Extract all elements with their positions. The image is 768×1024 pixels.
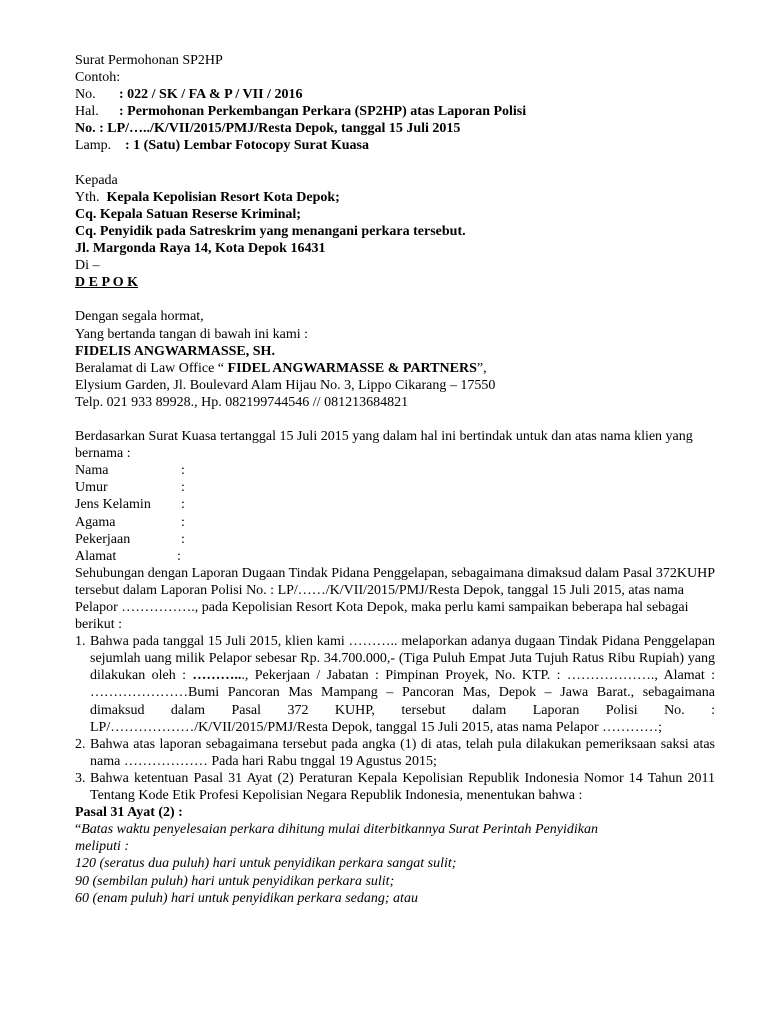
client-field-label: Pekerjaan: [75, 531, 131, 547]
reference-paragraph: Sehubungan dengan Laporan Dugaan Tindak Pidana Penggelapan, sebagaimana dimaksud dalam Pasal 372KUHP tersebut dalam Laporan Polisi No. : LP/……/K/VII/2015/PMJ/Resta Depok, tanggal 15 Juli 2015, atas nama Pelapor ……………., pada Kepolisian Resort Kota Depok, maka perlu kami sampaikan beberapa hal sebagai berikut :: [75, 565, 715, 633]
client-fields: [75, 462, 715, 565]
list-item-number: 3.: [75, 770, 86, 786]
list-item-text: Bahwa atas laporan sebagaimana tersebut pada angka (1) di atas, telah pula dilakukan pemeriksaan saksi atas nama ……………… Pada hari Rabu tnggal 19 Agustus 2015;: [90, 736, 715, 769]
letter-document: [75, 52, 715, 907]
subject-line-2: No. : LP/…../K/VII/2015/PMJ/Resta Depok, tanggal 15 Juli 2015: [75, 121, 461, 137]
pasal-item: 60 (enam puluh) hari untuk penyidikan perkara sedang; atau: [75, 890, 418, 906]
office-prefix: Beralamat di Law Office “: [75, 360, 228, 376]
client-field-row: [75, 479, 715, 496]
office-line: [75, 360, 715, 377]
list-item-bold: ………..: [192, 668, 242, 684]
list-item-text: Bahwa ketentuan Pasal 31 Ayat (2) Peraturan Kepala Kepolisian Republik Indonesia Nomor 14 Tahun 2011 Tentang Kode Etik Profesi Kepolisian Negara Republik Indonesia, menentukan bahwa :: [90, 770, 715, 804]
greeting: Dengan segala hormat,: [75, 309, 204, 325]
office-address: Elysium Garden, Jl. Boulevard Alam Hijau No. 3, Lippo Cikarang – 17550: [75, 377, 496, 393]
client-field-label: Agama: [75, 514, 116, 530]
document-title: Surat Permohonan SP2HP: [75, 53, 223, 68]
recipient-yth-prefix: Yth.: [75, 189, 100, 205]
office-name: FIDEL ANGWARMASSE & PARTNERS: [227, 360, 477, 376]
client-field-row: [75, 548, 715, 565]
pasal-heading: Pasal 31 Ayat (2) :: [75, 805, 183, 821]
list-item: [75, 770, 715, 804]
list-item: [75, 633, 715, 736]
client-field-colon: :: [181, 497, 185, 513]
office-suffix: ”,: [476, 360, 487, 376]
subject-value: : Permohonan Perkembangan Perkara (SP2HP) atas Laporan Polisi: [119, 104, 527, 120]
client-field-colon: :: [177, 548, 181, 564]
pasal-quote-line-2: meliputi :: [75, 839, 130, 855]
list-item: [75, 736, 715, 770]
client-field-colon: :: [181, 531, 185, 547]
intro-line: Yang bertanda tangan di bawah ini kami :: [75, 326, 309, 342]
number-label: No.: [75, 87, 96, 103]
subject-label: Hal.: [75, 104, 99, 120]
recipient-cq-2: Cq. Penyidik pada Satreskrim yang menangani perkara tersebut.: [75, 223, 466, 239]
list-item-number: 2.: [75, 736, 86, 752]
recipient-name: Kepala Kepolisian Resort Kota Depok;: [106, 189, 340, 205]
authority-paragraph: Berdasarkan Surat Kuasa tertanggal 15 Juli 2015 yang dalam hal ini bertindak untuk dan atas nama klien yang bernama :: [75, 429, 693, 462]
client-field-label: Jens Kelamin: [75, 497, 151, 513]
example-label: Contoh:: [75, 70, 121, 86]
list-item-number: 1.: [75, 634, 86, 650]
pasal-item: 120 (seratus dua puluh) hari untuk penyidikan perkara sangat sulit;: [75, 856, 457, 872]
subject-line: [75, 103, 715, 120]
recipient-cq-1: Cq. Kepala Satuan Reserse Kriminal;: [75, 206, 301, 222]
number-line: [75, 86, 715, 103]
attachment-label: Lamp.: [75, 138, 112, 154]
list-item-text: Bahwa pada tanggal 15 Juli 2015, klien kami ……….. melaporkan adanya dugaan Tindak Pidana Penggelapan sejumlah uang milik Pelapor sebesar Rp. 34.700.000,- (Tiga Puluh Empat Juta Tujuh Ratus Ribu Rupiah) yang dilakukan oleh : ………..., Pekerjaan / Jabatan : Pimpinan Proyek, No. KTP. : ………………., Alamat : …………………Bumi Pancoran Mas Mampang – Pancoran Mas, Depok – Jawa Barat., sebagaimana dimaksud dalam Pasal 372 KUHP, tersebut dalam Laporan Polisi No. : LP/………………/K/VII/2015/PMJ/Resta Depok, tanggal 15 Juli 2015, atas nama Pelapor …………;: [90, 634, 715, 735]
signer-name: FIDELIS ANGWARMASSE, SH.: [75, 343, 275, 359]
client-field-colon: :: [181, 514, 185, 530]
client-field-colon: :: [181, 480, 185, 496]
attachment-line: [75, 137, 715, 154]
pasal-quote-line-1: “Batas waktu penyelesaian perkara dihitung mulai diterbitkannya Surat Perintah Penyidikan: [75, 822, 598, 838]
client-field-label: Umur: [75, 480, 108, 496]
recipient-address: Jl. Margonda Raya 14, Kota Depok 16431: [75, 241, 326, 257]
client-field-label: Nama: [75, 463, 109, 479]
client-field-row: [75, 462, 715, 479]
client-field-row: [75, 496, 715, 513]
quote-open: “: [75, 822, 82, 838]
recipient-di: Di –: [75, 258, 100, 274]
office-phone: Telp. 021 933 89928., Hp. 082199744546 // 081213684821: [75, 394, 409, 410]
recipient-kepada: Kepada: [75, 172, 118, 188]
recipient-yth: [75, 189, 715, 206]
recipient-city: D E P O K: [75, 275, 139, 291]
client-field-row: [75, 531, 715, 548]
client-field-row: [75, 514, 715, 531]
client-field-colon: :: [181, 463, 185, 479]
number-value: : 022 / SK / FA & P / VII / 2016: [119, 87, 303, 103]
attachment-value: : 1 (Satu) Lembar Fotocopy Surat Kuasa: [125, 138, 369, 154]
pasal-item: 90 (sembilan puluh) hari untuk penyidikan perkara sulit;: [75, 873, 395, 889]
client-field-label: Alamat: [75, 548, 117, 564]
